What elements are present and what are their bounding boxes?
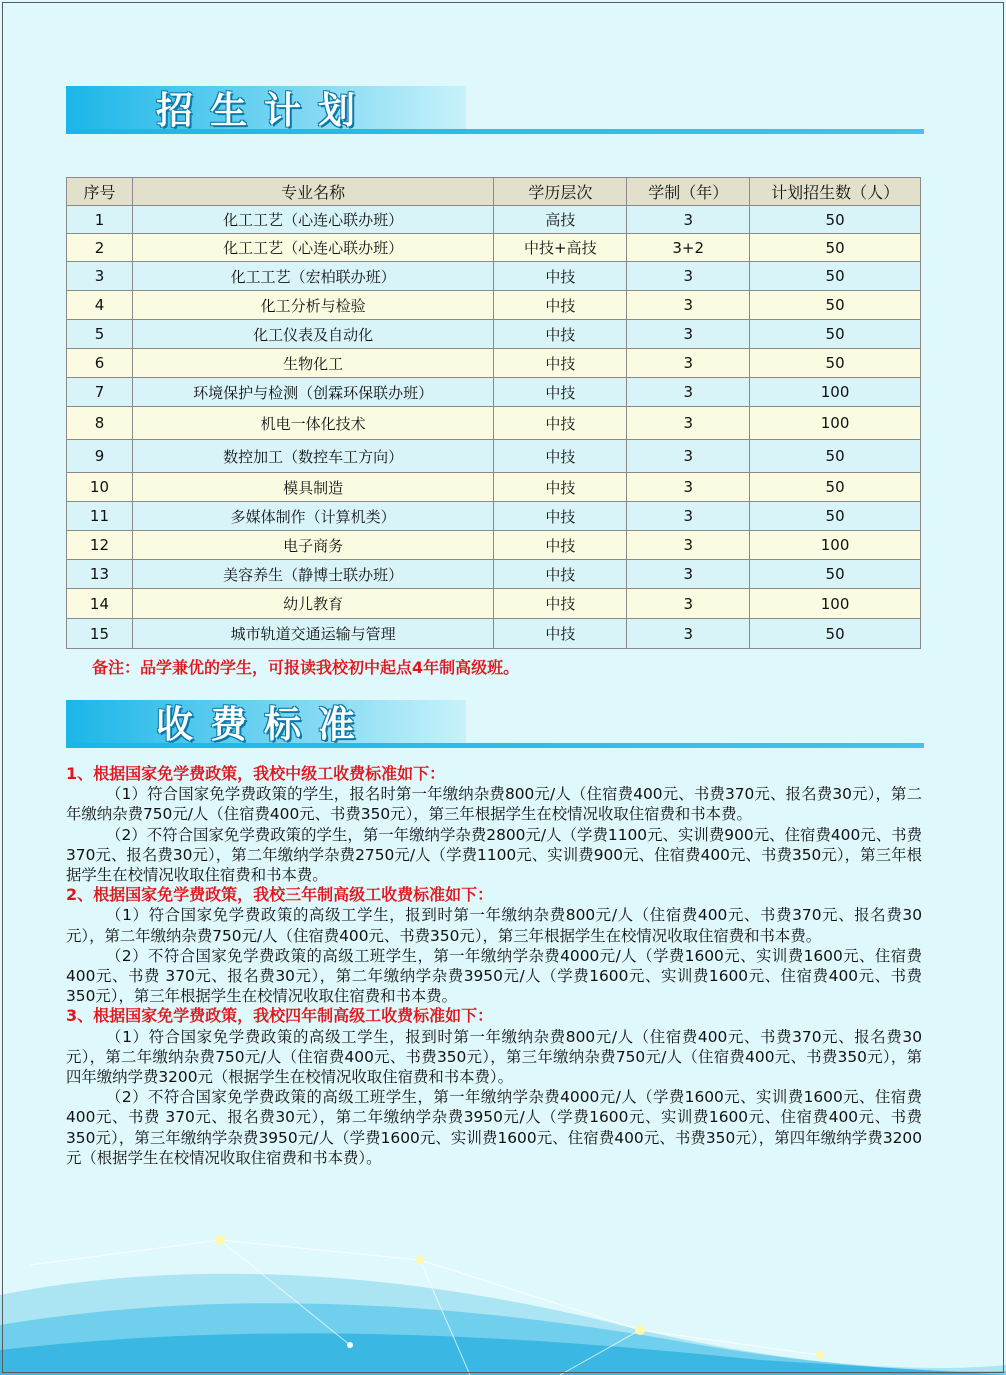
cell-major: 美容养生（静博士联办班） [132,560,494,589]
cell-index: 11 [67,502,133,531]
cell-index: 8 [67,407,133,440]
cell-major: 幼儿教育 [132,589,494,619]
table-body [67,206,921,649]
table-row [67,291,921,320]
cell-major: 化工工艺（心连心联办班） [132,234,494,262]
table-row [67,531,921,560]
col-header-level: 学历层次 [494,178,627,206]
table-row [67,589,921,619]
wave-background [0,1235,1006,1375]
cell-level: 中技 [494,320,627,349]
table-row [67,349,921,378]
cell-years: 3 [627,320,750,349]
cell-quota: 100 [750,378,921,407]
cell-index: 15 [67,619,133,649]
table-row [67,440,921,473]
fee-heading-1: 1、根据国家免学费政策，我校中级工收费标准如下： [66,764,446,783]
cell-quota: 50 [750,619,921,649]
cell-level: 中技 [494,407,627,440]
cell-level: 中技 [494,560,627,589]
cell-index: 1 [67,206,133,234]
fee-paragraph: （1）符合国家免学费政策的高级工学生，报到时第一年缴纳杂费800元/人（住宿费400元、书费370元、报名费30元），第二年缴纳杂费750元/人（住宿费400元、书费350元），第三年缴纳杂费750元/人（住宿费400元、书费350元），第四年缴纳学费3200元（根据学生在校情况收取住宿费和书本费）。 [66,1027,922,1087]
col-header-years: 学制（年） [627,178,750,206]
cell-quota: 50 [750,234,921,262]
enrollment-plan-table [66,177,921,649]
fees-section-header [66,700,924,748]
cell-index: 10 [67,473,133,502]
table-row [67,473,921,502]
cell-quota: 50 [750,320,921,349]
cell-major: 化工分析与检验 [132,291,494,320]
cell-index: 7 [67,378,133,407]
cell-years: 3 [627,502,750,531]
fees-title: 收费标准 [156,702,372,746]
cell-index: 14 [67,589,133,619]
cell-level: 中技+高技 [494,234,627,262]
cell-quota: 50 [750,473,921,502]
table-row [67,206,921,234]
cell-major: 化工工艺（宏柏联办班） [132,262,494,291]
cell-level: 中技 [494,473,627,502]
fee-paragraph: （2）不符合国家免学费政策的高级工班学生，第一年缴纳学杂费4000元/人（学费1600元、实训费1600元、住宿费400元、书费 370元、报名费30元），第二年缴纳学杂费3950元/人（学费1600元、实训费1600元、住宿费400元、书费350元），第三年根据学生在校情况收取住宿费和书本费。 [66,946,922,1006]
cell-major: 模具制造 [132,473,494,502]
cell-level: 中技 [494,531,627,560]
cell-index: 12 [67,531,133,560]
cell-quota: 100 [750,589,921,619]
cell-years: 3 [627,473,750,502]
cell-quota: 50 [750,291,921,320]
cell-years: 3+2 [627,234,750,262]
cell-major: 数控加工（数控车工方向） [132,440,494,473]
fee-paragraph: （2）不符合国家免学费政策的学生，第一年缴纳学杂费2800元/人（学费1100元、实训费900元、住宿费400元、书费 370元、报名费30元），第二年缴纳学杂费2750元/人（学费1100元、实训费900元、住宿费400元、书费350元），第三年根据学生在校情况收取住宿费和书本费。 [66,825,922,885]
fee-paragraph: （2）不符合国家免学费政策的高级工班学生，第一年缴纳学杂费4000元/人（学费1600元、实训费1600元、住宿费400元、书费 370元、报名费30元），第二年缴纳学杂费3950元/人（学费1600元、实训费1600元、住宿费400元、书费350元），第三年缴纳学杂费3950元/人（学费1600元、实训费1600元、住宿费400元、书费350元），第四年缴纳学费3200元（根据学生在校情况收取住宿费和书本费）。 [66,1088,922,1167]
col-header-index: 序号 [67,178,133,206]
cell-quota: 50 [750,206,921,234]
cell-quota: 50 [750,262,921,291]
table-row [67,262,921,291]
cell-major: 化工仪表及自动化 [132,320,494,349]
cell-years: 3 [627,589,750,619]
cell-years: 3 [627,262,750,291]
cell-index: 13 [67,560,133,589]
table-row [67,234,921,262]
cell-years: 3 [627,440,750,473]
plan-section-header [66,86,924,134]
cell-level: 中技 [494,349,627,378]
table-row [67,407,921,440]
cell-years: 3 [627,378,750,407]
cell-level: 中技 [494,378,627,407]
fee-paragraph: （1）符合国家免学费政策的高级工学生，报到时第一年缴纳杂费800元/人（住宿费400元、书费370元、报名费30元），第二年缴纳杂费750元/人（住宿费400元、书费350元），第三年根据学生在校情况收取住宿费和书本费。 [66,906,922,945]
cell-years: 3 [627,619,750,649]
plan-note: 备注：品学兼优的学生，可报读我校初中起点4年制高级班。 [92,658,520,677]
cell-major: 电子商务 [132,531,494,560]
col-header-major: 专业名称 [132,178,494,206]
cell-years: 3 [627,560,750,589]
cell-years: 3 [627,206,750,234]
cell-quota: 100 [750,407,921,440]
cell-years: 3 [627,531,750,560]
cell-index: 5 [67,320,133,349]
cell-index: 4 [67,291,133,320]
table-row [67,320,921,349]
cell-level: 中技 [494,502,627,531]
cell-quota: 50 [750,560,921,589]
table-row [67,378,921,407]
cell-index: 2 [67,234,133,262]
fee-paragraph: （1）符合国家免学费政策的学生，报名时第一年缴纳杂费800元/人（住宿费400元、书费370元、报名费30元），第二年缴纳杂费750元/人（住宿费400元、书费350元），第三年根据学生在校情况收取住宿费和书本费。 [66,785,922,824]
cell-major: 环境保护与检测（创霖环保联办班） [132,378,494,407]
cell-level: 中技 [494,262,627,291]
cell-quota: 50 [750,349,921,378]
cell-level: 中技 [494,291,627,320]
col-header-quota: 计划招生数（人） [750,178,921,206]
table-header-row [67,178,921,206]
cell-major: 城市轨道交通运输与管理 [132,619,494,649]
cell-index: 9 [67,440,133,473]
table-row [67,502,921,531]
cell-level: 中技 [494,589,627,619]
cell-major: 化工工艺（心连心联办班） [132,206,494,234]
cell-level: 中技 [494,440,627,473]
cell-level: 中技 [494,619,627,649]
fee-heading-3: 3、根据国家免学费政策，我校四年制高级工收费标准如下： [66,1006,494,1026]
cell-quota: 50 [750,440,921,473]
table-row [67,560,921,589]
table-row [67,619,921,649]
fee-standard-text [66,764,922,1168]
cell-level: 高技 [494,206,627,234]
cell-major: 机电一体化技术 [132,407,494,440]
cell-years: 3 [627,291,750,320]
fee-heading-2: 2、根据国家免学费政策，我校三年制高级工收费标准如下： [66,885,494,905]
cell-years: 3 [627,349,750,378]
plan-title: 招生计划 [156,88,372,132]
cell-quota: 100 [750,531,921,560]
cell-major: 多媒体制作（计算机类） [132,502,494,531]
cell-quota: 50 [750,502,921,531]
cell-major: 生物化工 [132,349,494,378]
cell-index: 6 [67,349,133,378]
cell-index: 3 [67,262,133,291]
cell-years: 3 [627,407,750,440]
